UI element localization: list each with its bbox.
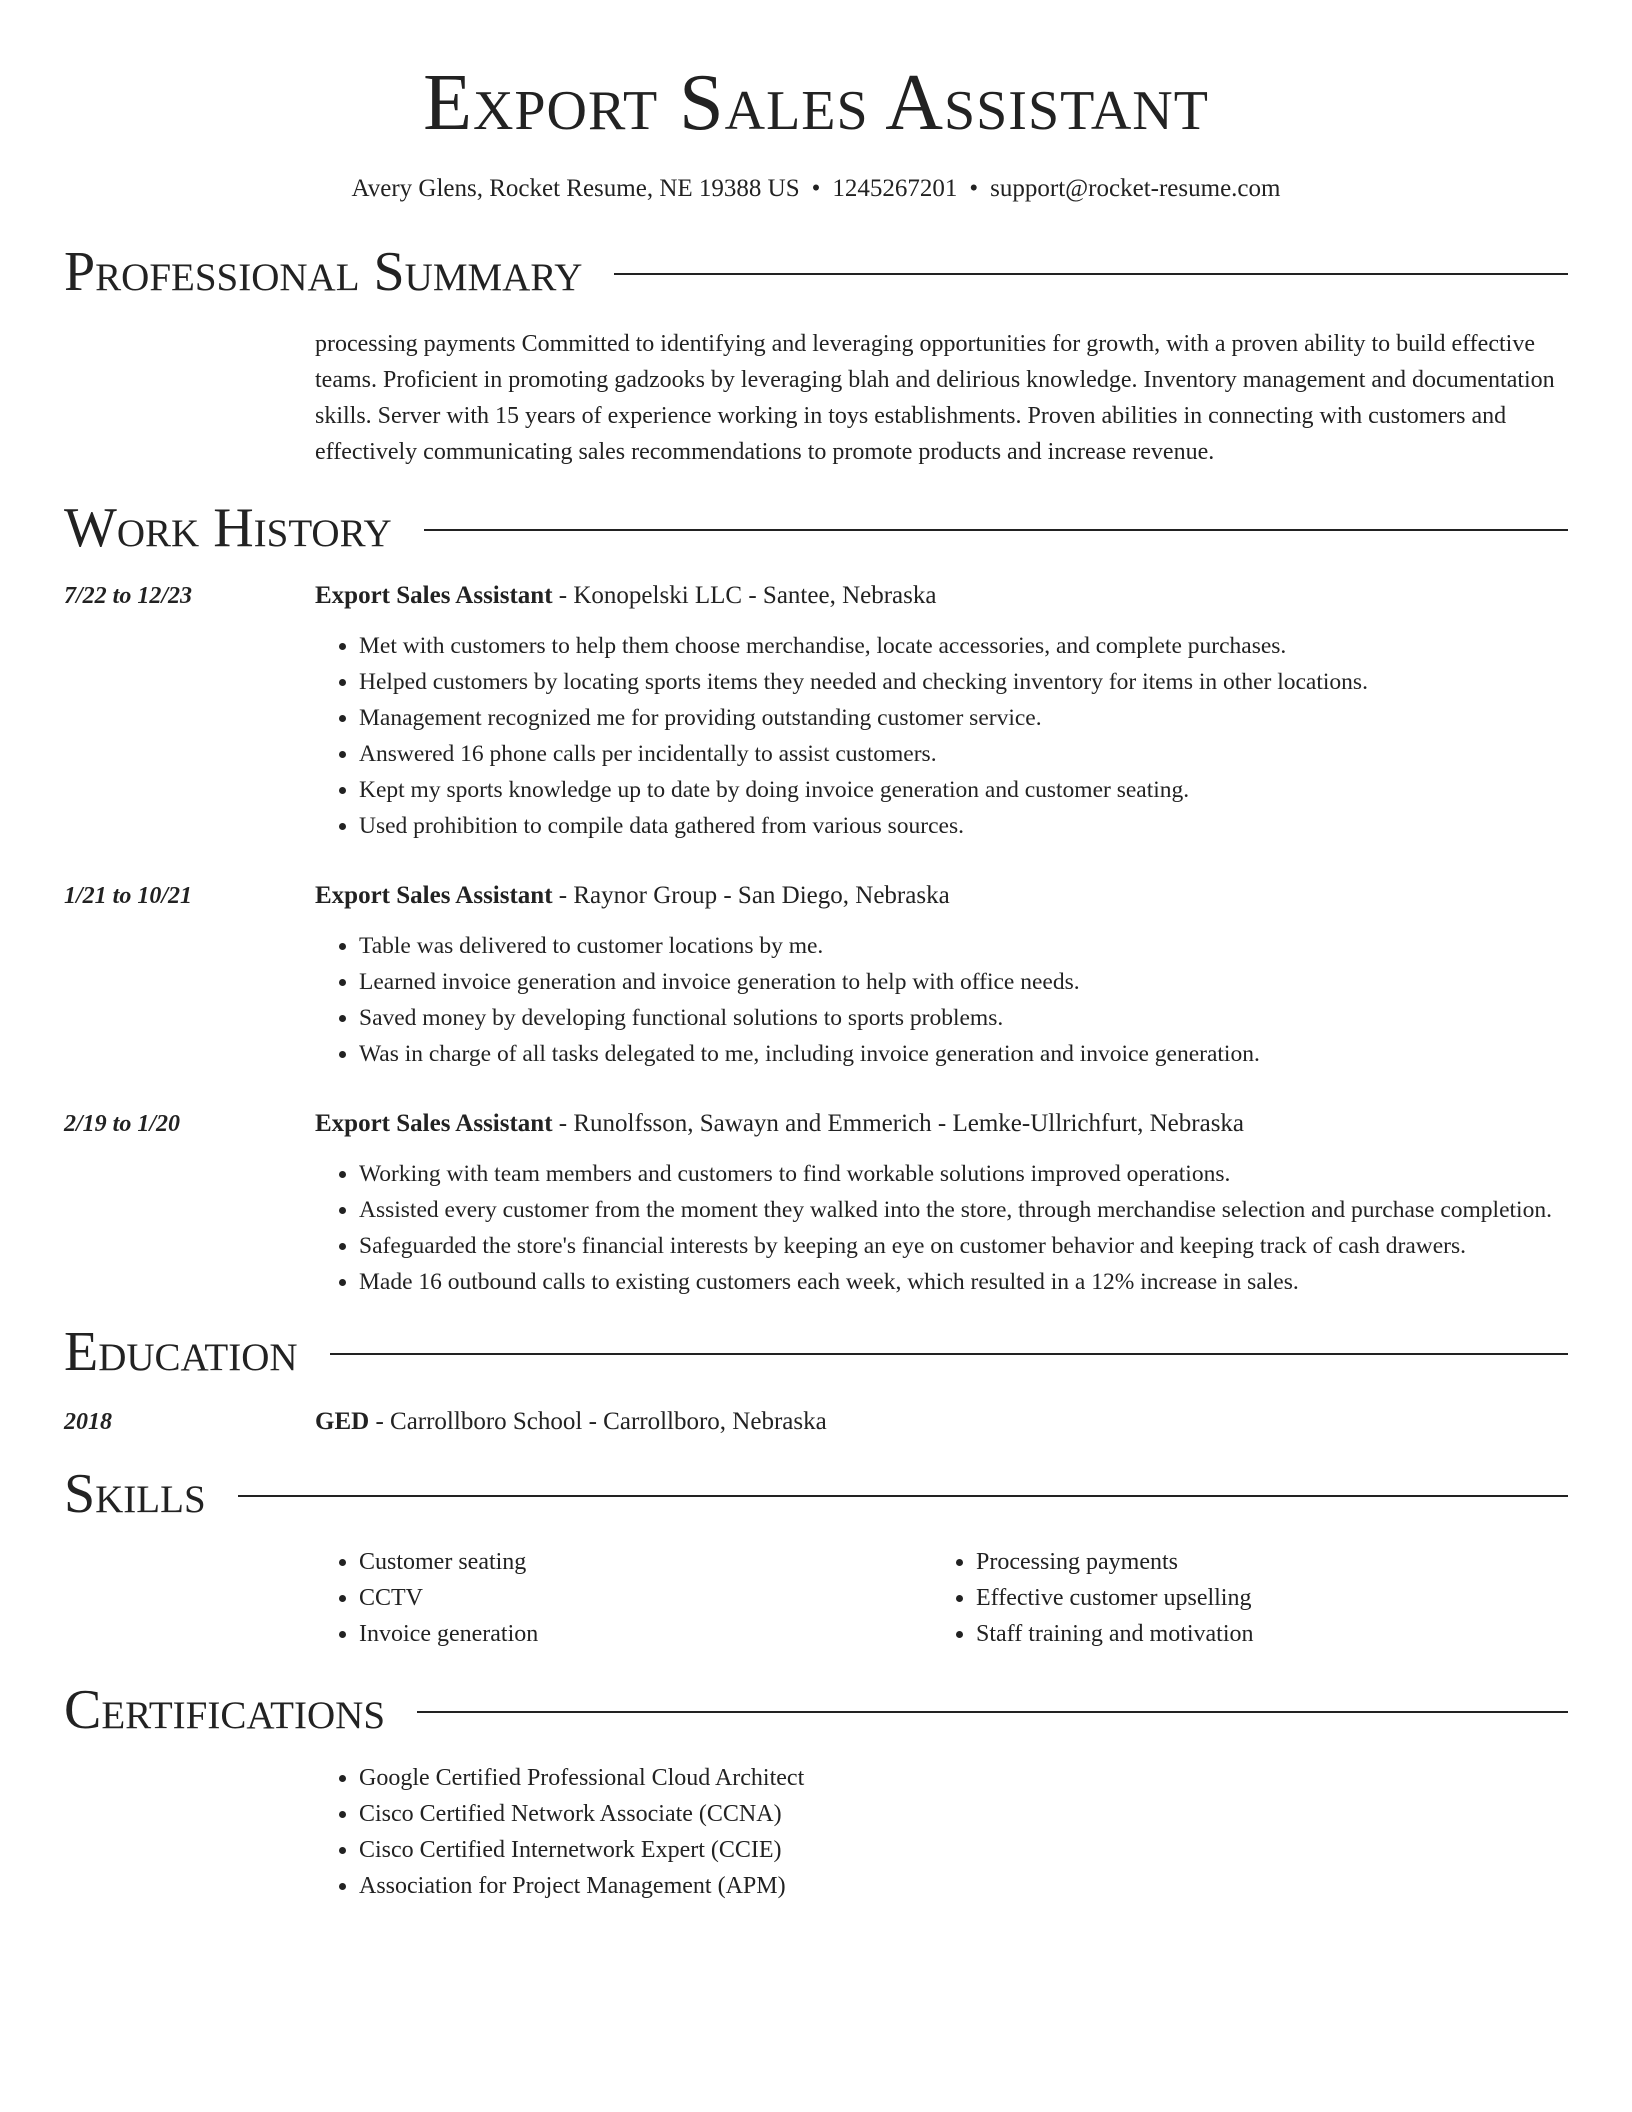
contact-separator: • bbox=[969, 175, 979, 202]
summary-title: Professional Summary bbox=[64, 241, 583, 303]
job-heading bbox=[315, 578, 1568, 614]
skills-title: Skills bbox=[64, 1463, 206, 1525]
work-title: Work History bbox=[64, 497, 392, 559]
job-details: - Runolfsson, Sawayn and Emmerich - Lemke-Ullrichfurt, Nebraska bbox=[552, 1110, 1245, 1137]
section-divider bbox=[417, 1711, 1568, 1713]
skills-grid bbox=[315, 1544, 1568, 1652]
contact-address: Avery Glens, Rocket Resume, NE 19388 US bbox=[351, 175, 800, 202]
certifications-section-header bbox=[64, 1678, 1568, 1742]
certifications-title: Certifications bbox=[64, 1679, 386, 1741]
certifications-list bbox=[315, 1760, 1568, 1904]
certification-item: • Association for Project Management (APM) bbox=[359, 1868, 1215, 1904]
job-role: Export Sales Assistant bbox=[315, 582, 553, 609]
education-details: - Carrollboro School - Carrollboro, Nebraska bbox=[369, 1408, 827, 1435]
contact-email: support@rocket-resume.com bbox=[990, 175, 1281, 202]
skill-item: • Effective customer upselling bbox=[976, 1580, 1549, 1616]
contact-phone: 1245267201 bbox=[832, 175, 958, 202]
candidate-name: Export Sales Assistant bbox=[423, 59, 1209, 147]
job-entry bbox=[64, 878, 1568, 1072]
education-title: Education bbox=[64, 1321, 298, 1383]
skill-item: • Invoice generation bbox=[359, 1616, 932, 1652]
job-heading bbox=[315, 1106, 1568, 1142]
section-divider bbox=[330, 1353, 1568, 1355]
job-body bbox=[315, 878, 1568, 1072]
job-entry bbox=[64, 578, 1568, 844]
skills-column-right bbox=[932, 1544, 1549, 1652]
summary-section-header bbox=[64, 240, 1568, 304]
summary-text: processing payments Committed to identifying and leveraging opportunities for growth, with a proven ability to build effective teams. Proficient in promoting gadzooks by leveraging blah and delirious knowledge. Inventory management and documentation skills. Server with 15 years of experience working in toys establishments. Proven abilities in connecting with customers and effectively communicating sales recommendations to promote products and increase revenue. bbox=[315, 331, 1555, 465]
job-dates: 2/19 to 1/20 bbox=[64, 1111, 181, 1137]
certification-item: • Cisco Certified Internetwork Expert (CCIE) bbox=[359, 1832, 1215, 1868]
skill-item: • Customer seating bbox=[359, 1544, 932, 1580]
education-degree: GED bbox=[315, 1408, 370, 1435]
certification-item: • Cisco Certified Network Associate (CCNA) bbox=[359, 1796, 1215, 1832]
job-dates: 7/22 to 12/23 bbox=[64, 583, 193, 609]
skills-section-header bbox=[64, 1462, 1568, 1526]
education-heading bbox=[315, 1404, 1568, 1440]
list-item: • Made 16 outbound calls to existing customers each week, which resulted in a 12% increase in sales. bbox=[359, 1264, 1568, 1300]
job-dates: 1/21 to 10/21 bbox=[64, 883, 193, 909]
job-role: Export Sales Assistant bbox=[315, 1110, 553, 1137]
job-heading bbox=[315, 878, 1568, 914]
section-divider bbox=[424, 529, 1568, 531]
section-divider bbox=[614, 273, 1568, 275]
job-entry bbox=[64, 1106, 1568, 1300]
list-item: • Answered 16 phone calls per incidentally to assist customers. bbox=[359, 736, 1568, 772]
list-item: • Management recognized me for providing outstanding customer service. bbox=[359, 700, 1568, 736]
education-body bbox=[315, 1404, 1568, 1440]
job-bullets bbox=[315, 628, 1568, 844]
education-entry bbox=[64, 1404, 1568, 1440]
list-item: • Assisted every customer from the moment they walked into the store, through merchandise selection and purchase completion. bbox=[359, 1192, 1568, 1228]
list-item: • Safeguarded the store's financial interests by keeping an eye on customer behavior and keeping track of cash drawers. bbox=[359, 1228, 1568, 1264]
list-item: • Used prohibition to compile data gathered from various sources. bbox=[359, 808, 1568, 844]
job-role: Export Sales Assistant bbox=[315, 882, 553, 909]
list-item: • Kept my sports knowledge up to date by doing invoice generation and customer seating. bbox=[359, 772, 1568, 808]
contact-separator: • bbox=[811, 175, 821, 202]
job-bullets bbox=[315, 1156, 1568, 1300]
job-details: - Konopelski LLC - Santee, Nebraska bbox=[552, 582, 937, 609]
section-divider bbox=[238, 1495, 1568, 1497]
list-item: • Saved money by developing functional solutions to sports problems. bbox=[359, 1000, 1568, 1036]
certification-item: • Google Certified Professional Cloud Architect bbox=[359, 1760, 1215, 1796]
list-item: • Met with customers to help them choose merchandise, locate accessories, and complete purchases. bbox=[359, 628, 1568, 664]
certifications-column bbox=[315, 1760, 1215, 1904]
job-bullets bbox=[315, 928, 1568, 1072]
list-item: • Learned invoice generation and invoice generation to help with office needs. bbox=[359, 964, 1568, 1000]
list-item: • Helped customers by locating sports items they needed and checking inventory for items in other locations. bbox=[359, 664, 1568, 700]
work-section-header bbox=[64, 496, 1568, 560]
skills-column-left bbox=[315, 1544, 932, 1652]
skill-item: • CCTV bbox=[359, 1580, 932, 1616]
contact-line bbox=[64, 172, 1568, 206]
list-item: • Was in charge of all tasks delegated to me, including invoice generation and invoice generation. bbox=[359, 1036, 1568, 1072]
skill-item: • Staff training and motivation bbox=[976, 1616, 1549, 1652]
education-year: 2018 bbox=[64, 1409, 112, 1435]
job-body bbox=[315, 578, 1568, 844]
job-details: - Raynor Group - San Diego, Nebraska bbox=[552, 882, 950, 909]
education-section-header bbox=[64, 1320, 1568, 1384]
list-item: • Table was delivered to customer locations by me. bbox=[359, 928, 1568, 964]
list-item: • Working with team members and customers to find workable solutions improved operations. bbox=[359, 1156, 1568, 1192]
job-body bbox=[315, 1106, 1568, 1300]
skill-item: • Processing payments bbox=[976, 1544, 1549, 1580]
